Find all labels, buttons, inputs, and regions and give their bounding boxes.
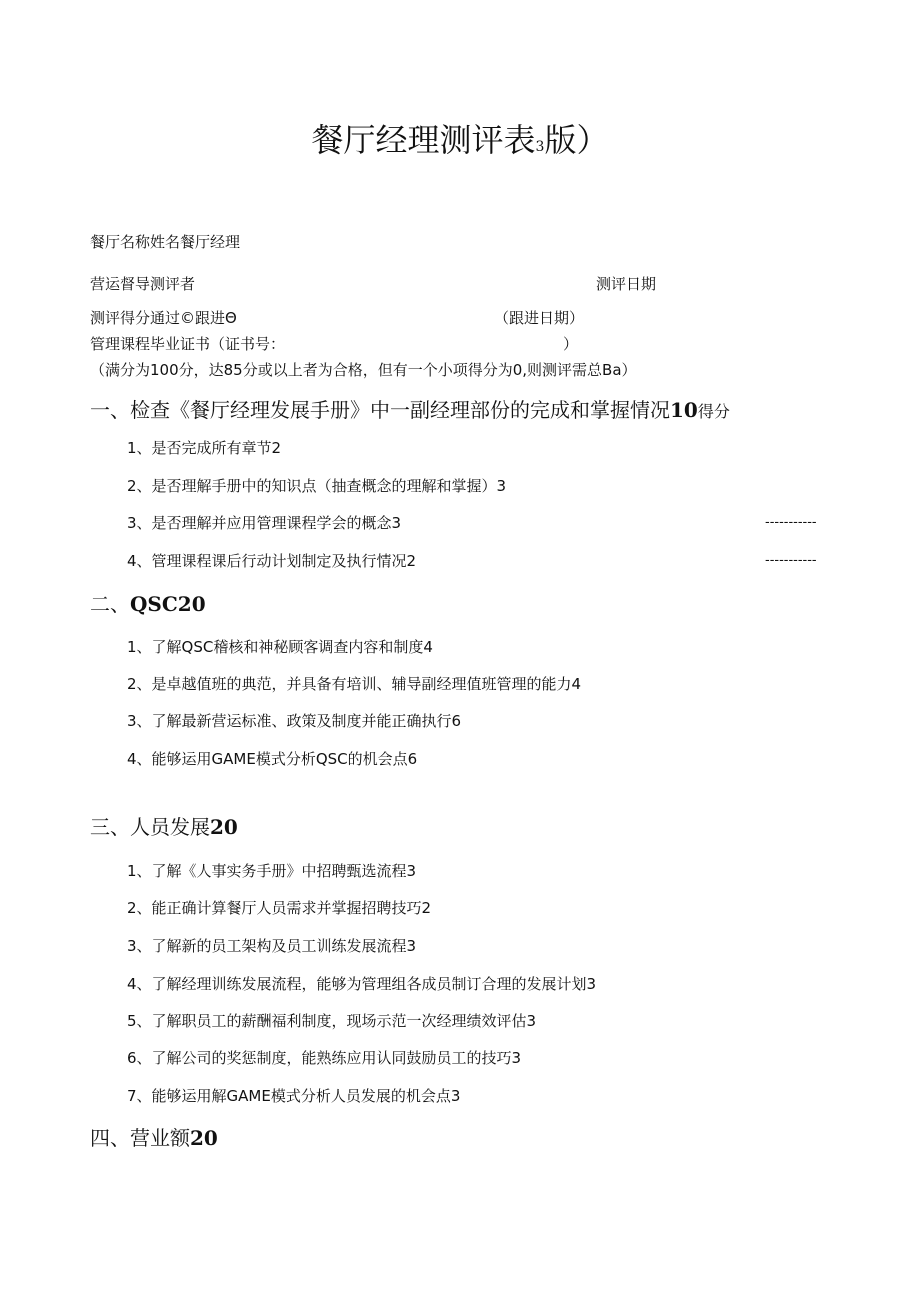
list-item: 2、是卓越值班的典范，并具备有培训、辅导副经理值班管理的能力4 (127, 675, 582, 693)
dash-line: ----------- (765, 553, 817, 568)
list-item: 7、能够运用解GAME模式分析人员发展的机会点3 (127, 1087, 461, 1105)
info-restaurant-line: 餐厅名称姓名餐厅经理 (90, 233, 241, 251)
section-heading-manual (90, 397, 730, 425)
list-item: 1、了解QSC稽核和神秘顾客调查内容和制度4 (127, 638, 433, 656)
title-version-number: 3 (535, 139, 545, 155)
section-heading-sales (90, 1125, 218, 1151)
info-certificate-label: 管理课程毕业证书（证书号： (90, 335, 286, 353)
list-item: 2、能正确计算餐厅人员需求并掌握招聘技巧2 (127, 899, 432, 917)
section-score: 20 (210, 815, 238, 839)
section-heading-people-development (90, 814, 238, 840)
list-item: 4、管理课程课后行动计划制定及执行情况2 (127, 552, 417, 570)
info-supervisor-label: 营运督导测评者 (90, 275, 196, 293)
title-tail: 版） (544, 121, 609, 159)
list-item: 6、了解公司的奖惩制度，能熟练应用认同鼓励员工的技巧3 (127, 1049, 522, 1067)
section-heading-qsc (90, 591, 206, 617)
list-item: 3、了解最新营运标准、政策及制度并能正确执行6 (127, 712, 462, 730)
list-item: 4、了解经理训练发展流程，能够为管理组各成员制订合理的发展计划3 (127, 975, 597, 993)
info-certificate-close: ） (563, 335, 579, 353)
section-heading-text: 二、 (90, 592, 130, 616)
section-heading-text: 三、人员发展 (90, 815, 210, 839)
dash-line: ----------- (765, 515, 817, 530)
section-score: 10 (670, 398, 698, 422)
info-score-label: 测评得分通过©跟进Θ (90, 309, 237, 327)
list-item: 3、是否理解并应用管理课程学会的概念3 (127, 514, 402, 532)
info-date-label: 测评日期 (596, 275, 657, 293)
section-score: QSC20 (130, 592, 206, 616)
list-item: 1、是否完成所有章节2 (127, 439, 282, 457)
title-main: 餐厅经理测评表 (311, 121, 536, 159)
document-title (0, 120, 920, 167)
list-item: 3、了解新的员工架构及员工训练发展流程3 (127, 937, 417, 955)
info-followup-date-label: （跟进日期） (494, 309, 585, 327)
list-item: 1、了解《人事实务手册》中招聘甄选流程3 (127, 862, 417, 880)
section-score-unit: 得分 (697, 402, 730, 421)
info-scoring-note: （满分为100分，达85分或以上者为合格，但有一个小项得分为0,则测评需总Ba） (90, 361, 637, 379)
list-item: 2、是否理解手册中的知识点（抽查概念的理解和掌握）3 (127, 477, 507, 495)
section-score: 20 (190, 1126, 218, 1150)
section-heading-text: 四、营业额 (90, 1126, 190, 1150)
list-item: 4、能够运用GAME模式分析QSC的机会点6 (127, 750, 418, 768)
list-item: 5、了解职员工的薪酬福利制度，现场示范一次经理绩效评估3 (127, 1012, 537, 1030)
section-heading-text: 一、检查《餐厅经理发展手册》中一副经理部份的完成和掌握情况 (90, 398, 670, 422)
